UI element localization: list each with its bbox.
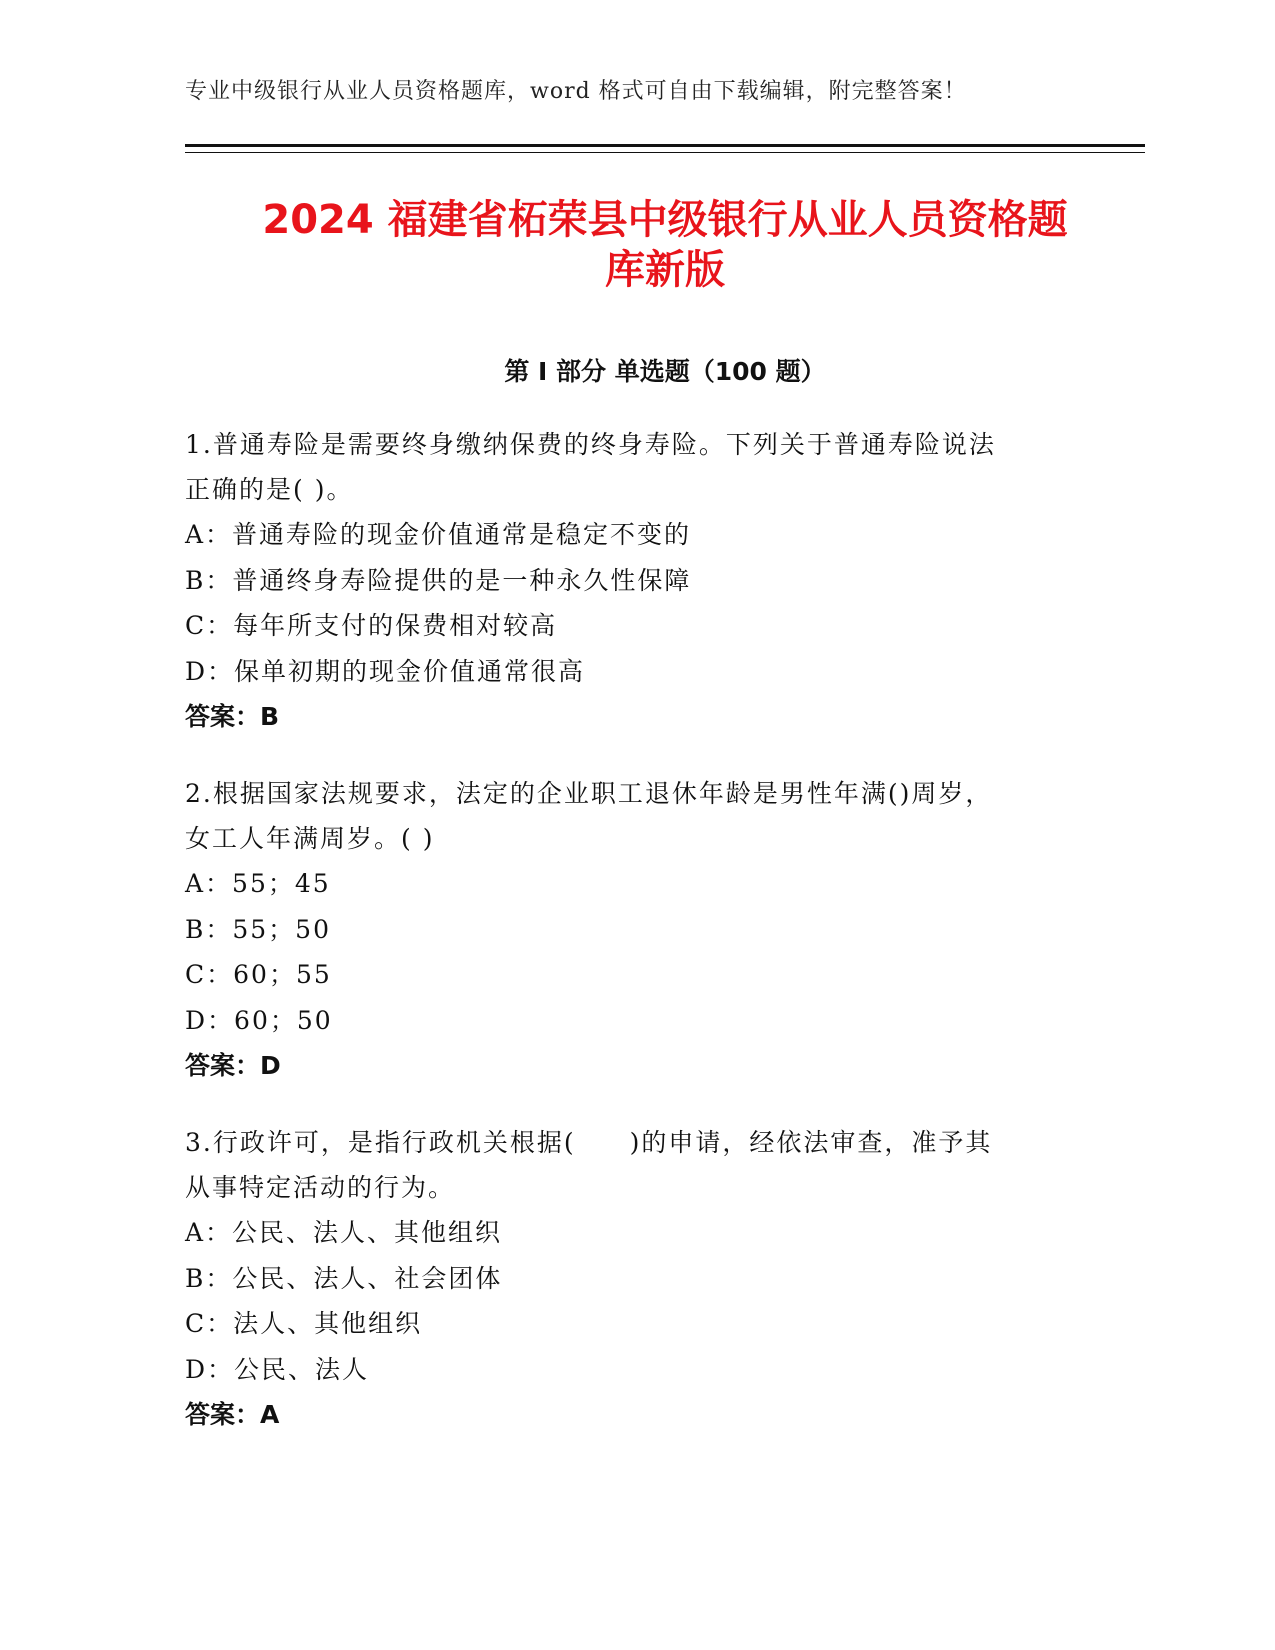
question-1 [185,422,1085,739]
document-title-line2: 库新版 [605,247,725,293]
question-2 [185,771,1085,1088]
answer: 答案：A [185,1400,280,1429]
header-rule-thick [185,144,1145,147]
document-title-line1: 2024 福建省柘荣县中级银行从业人员资格题 [262,197,1068,243]
question-stem-line1: 3.行政许可，是指行政机关根据( )的申请，经依法审查，准予其 [185,1128,993,1157]
question-stem-line2: 从事特定活动的行为。 [185,1173,456,1202]
question-stem-line2: 正确的是( )。 [185,475,354,504]
section-title: 第 I 部分 单选题（100 题） [504,357,826,386]
answer: 答案：B [185,702,280,731]
answer: 答案：D [185,1051,281,1080]
option-a: A：公民、法人、其他组织 [185,1218,503,1247]
option-a: A：普通寿险的现金价值通常是稳定不变的 [185,520,692,549]
option-d: D：60；50 [185,1005,333,1035]
option-b: B：公民、法人、社会团体 [185,1263,503,1293]
question-stem-line1: 1.普通寿险是需要终身缴纳保费的终身寿险。下列关于普通寿险说法 [185,430,996,459]
question-stem-line2: 女工人年满周岁。( ) [185,824,435,853]
option-b: B：普通终身寿险提供的是一种永久性保障 [185,565,692,595]
header-note: 专业中级银行从业人员资格题库，word 格式可自由下载编辑，附完整答案！ [185,79,967,104]
question-stem-line1: 2.根据国家法规要求，法定的企业职工退休年龄是男性年满()周岁， [185,779,993,808]
option-b: B：55；50 [185,914,331,944]
option-c: C：每年所支付的保费相对较高 [185,611,558,640]
option-a: A：55；45 [185,869,331,898]
option-d: D：公民、法人 [185,1354,370,1384]
header-rule-thin [185,152,1145,153]
option-c: C：60；55 [185,960,332,989]
option-d: D：保单初期的现金价值通常很高 [185,656,586,686]
document-title [150,195,1180,295]
option-c: C：法人、其他组织 [185,1309,423,1338]
question-3 [185,1120,1085,1437]
